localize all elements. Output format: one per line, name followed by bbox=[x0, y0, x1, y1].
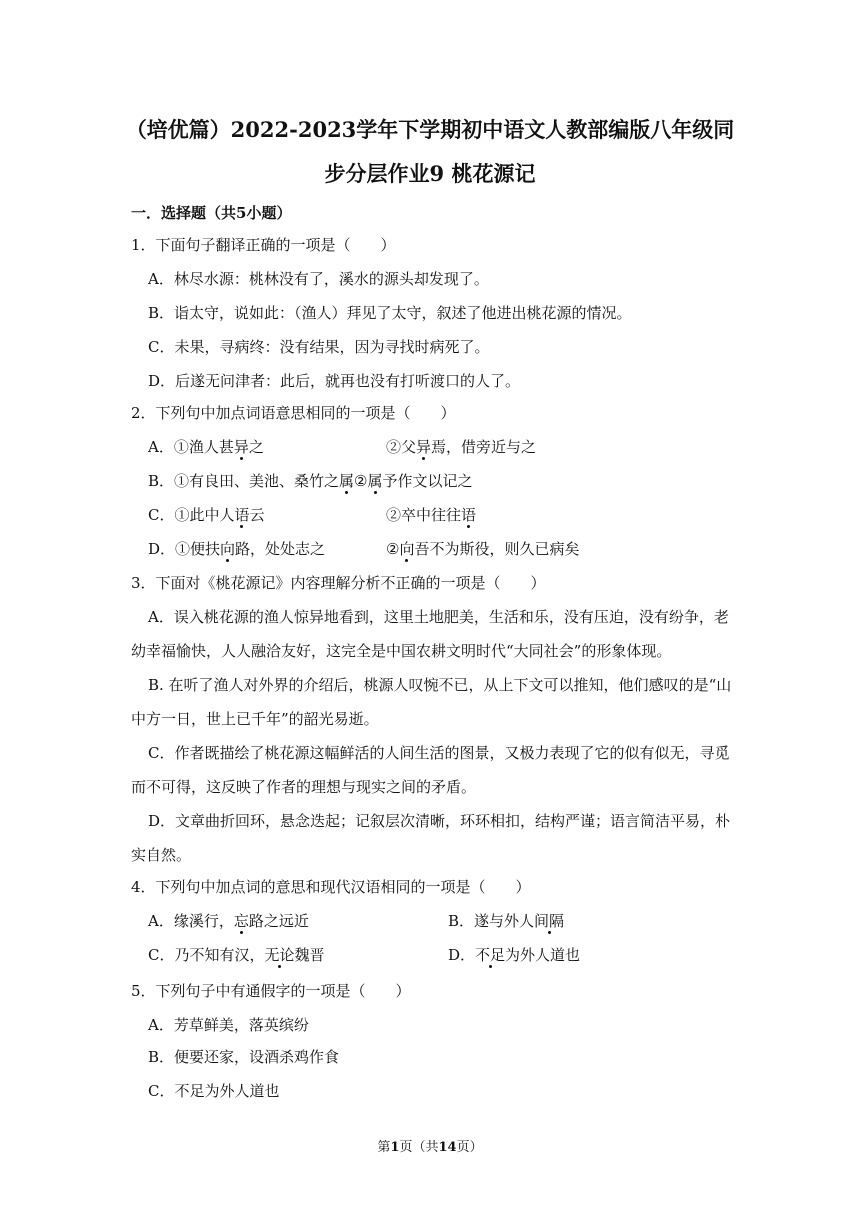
document-title-line-2: 步分层作业9 桃花源记 bbox=[324, 161, 536, 186]
q3-option-a-line2: 幼幸福愉快，人人融洽友好，这完全是中国农耕文明时代“大同社会”的形象体现。 bbox=[131, 642, 672, 660]
q2-b-part2: ② bbox=[354, 472, 368, 490]
q2-a-part2: ②父 bbox=[386, 438, 417, 456]
q2-c-part2: ②卒中往往 bbox=[386, 506, 462, 524]
q4-stem: 4．下列句中加点词的意思和现代汉语相同的一项是（ ） bbox=[131, 878, 531, 896]
q2-b-dotted-2: 属 bbox=[367, 472, 383, 490]
q4-b-part1: B．遂与外人 bbox=[448, 912, 535, 930]
q2-a-second bbox=[386, 438, 536, 456]
page-footer bbox=[0, 1140, 860, 1156]
q2-d-part2: ② bbox=[386, 540, 400, 558]
q5-option-c: C．不足为外人道也 bbox=[148, 1082, 280, 1100]
q4-a-part1: A．缘溪行， bbox=[148, 912, 234, 930]
q4-option-d bbox=[448, 946, 580, 964]
q3-stem: 3．下面对《桃花源记》内容理解分析不正确的一项是（ ） bbox=[131, 574, 546, 592]
section-heading: 一．选择题（共5小题） bbox=[131, 204, 292, 222]
q2-option-c bbox=[148, 506, 477, 524]
q5-stem: 5．下列句子中有通假字的一项是（ ） bbox=[131, 982, 411, 1000]
q2-b-part1: B．①有良田、美池、桑竹之 bbox=[148, 472, 340, 490]
q3-option-a-line1: A．误入桃花源的渔人惊异地看到，这里土地肥美，生活和乐，没有压迫，没有纷争，老 bbox=[148, 608, 729, 626]
q2-a-part2-end: 焉，借旁近与之 bbox=[431, 438, 537, 456]
q2-option-a bbox=[148, 438, 537, 456]
q2-a-dotted-2: 异 bbox=[416, 438, 432, 456]
q4-a-dotted: 忘 bbox=[233, 912, 249, 930]
q3-option-b-line1: B. 在听了渔人对外界的介绍后，桃源人叹惋不已，从上下文可以推知，他们感叹的是“山 bbox=[148, 676, 732, 694]
q3-option-d-line2: 实自然。 bbox=[131, 846, 192, 864]
q1-option-d: D．后遂无问津者：此后，就再也没有打听渡口的人了。 bbox=[148, 372, 521, 390]
footer-middle: 页（共 bbox=[399, 1140, 439, 1155]
q4-row-1 bbox=[148, 912, 565, 930]
footer-page-number: 1 bbox=[390, 1140, 400, 1155]
footer-total-pages: 14 bbox=[438, 1140, 457, 1155]
footer-suffix: 页） bbox=[456, 1140, 483, 1155]
q3-option-c-line2: 而不可得，这反映了作者的理想与现实之间的矛盾。 bbox=[131, 778, 477, 796]
document-title-line-1: （培优篇）2022-2023学年下学期初中语文人教部编版八年级同 bbox=[125, 117, 735, 142]
q1-option-a: A．林尽水源：桃林没有了，溪水的源头却发现了。 bbox=[148, 270, 489, 288]
q1-option-b: B．诣太守，说如此：（渔人）拜见了太守，叙述了他进出桃花源的情况。 bbox=[148, 304, 632, 322]
q5-option-a: A．芳草鲜美，落英缤纷 bbox=[148, 1016, 309, 1034]
q4-d-part1: D． bbox=[448, 946, 476, 964]
q4-b-dotted: 间隔 bbox=[534, 912, 565, 930]
q2-a-dotted-1: 异 bbox=[233, 438, 249, 456]
q3-option-c-line1: C．作者既描绘了桃花源这幅鲜活的人间生活的图景，又极力表现了它的似有似无，寻觅 bbox=[148, 744, 730, 762]
q2-c-dotted-1: 语 bbox=[234, 506, 250, 524]
q1-option-c: C．未果，寻病终：没有结果，因为寻找时病死了。 bbox=[148, 338, 490, 356]
q2-c-part1-end: 云 bbox=[249, 506, 265, 524]
q4-a-part2: 路之远近 bbox=[248, 912, 309, 930]
q2-a-part1-end: 之 bbox=[248, 438, 264, 456]
q1-stem: 1．下面句子翻译正确的一项是（ ） bbox=[131, 236, 396, 254]
q2-d-second bbox=[386, 540, 579, 558]
q2-a-part1: A．①渔人甚 bbox=[148, 438, 234, 456]
q2-c-dotted-2: 语 bbox=[461, 506, 477, 524]
q2-c-second bbox=[386, 506, 476, 524]
q2-b-part2-end: 予作文以记之 bbox=[382, 472, 473, 490]
q3-option-d-line1: D．文章曲折回环，悬念迭起；记叙层次清晰，环环相扣，结构严谨；语言简洁平易，朴 bbox=[148, 812, 731, 830]
q2-d-part1-end: 路，处处志之 bbox=[235, 540, 326, 558]
q5-option-b: B．便要还家，设酒杀鸡作食 bbox=[148, 1048, 340, 1066]
q2-d-dotted-1: 向 bbox=[220, 540, 236, 558]
q2-c-part1: C．①此中人 bbox=[148, 506, 235, 524]
footer-prefix: 第 bbox=[377, 1140, 391, 1155]
q4-c-part1: C．乃不知有汉， bbox=[148, 946, 265, 964]
q2-d-part1: D．①便扶 bbox=[148, 540, 221, 558]
q4-c-part2: 魏晋 bbox=[294, 946, 325, 964]
q2-option-d bbox=[148, 540, 580, 558]
q2-stem: 2．下列句中加点词语意思相同的一项是（ ） bbox=[131, 404, 456, 422]
q4-d-part2: 为外人道也 bbox=[505, 946, 581, 964]
q4-d-dotted: 不足 bbox=[475, 946, 506, 964]
q4-option-b bbox=[448, 912, 564, 930]
q3-option-b-line2: 中方一日，世上已千年”的韶光易逝。 bbox=[131, 710, 379, 728]
q4-row-2 bbox=[148, 946, 581, 964]
q4-c-dotted: 无论 bbox=[264, 946, 295, 964]
q2-option-b bbox=[148, 472, 473, 490]
q2-d-part2-end: 吾不为斯役，则久已病矣 bbox=[414, 540, 580, 558]
q2-b-dotted-1: 属 bbox=[339, 472, 355, 490]
q2-d-dotted-2: 向 bbox=[399, 540, 415, 558]
